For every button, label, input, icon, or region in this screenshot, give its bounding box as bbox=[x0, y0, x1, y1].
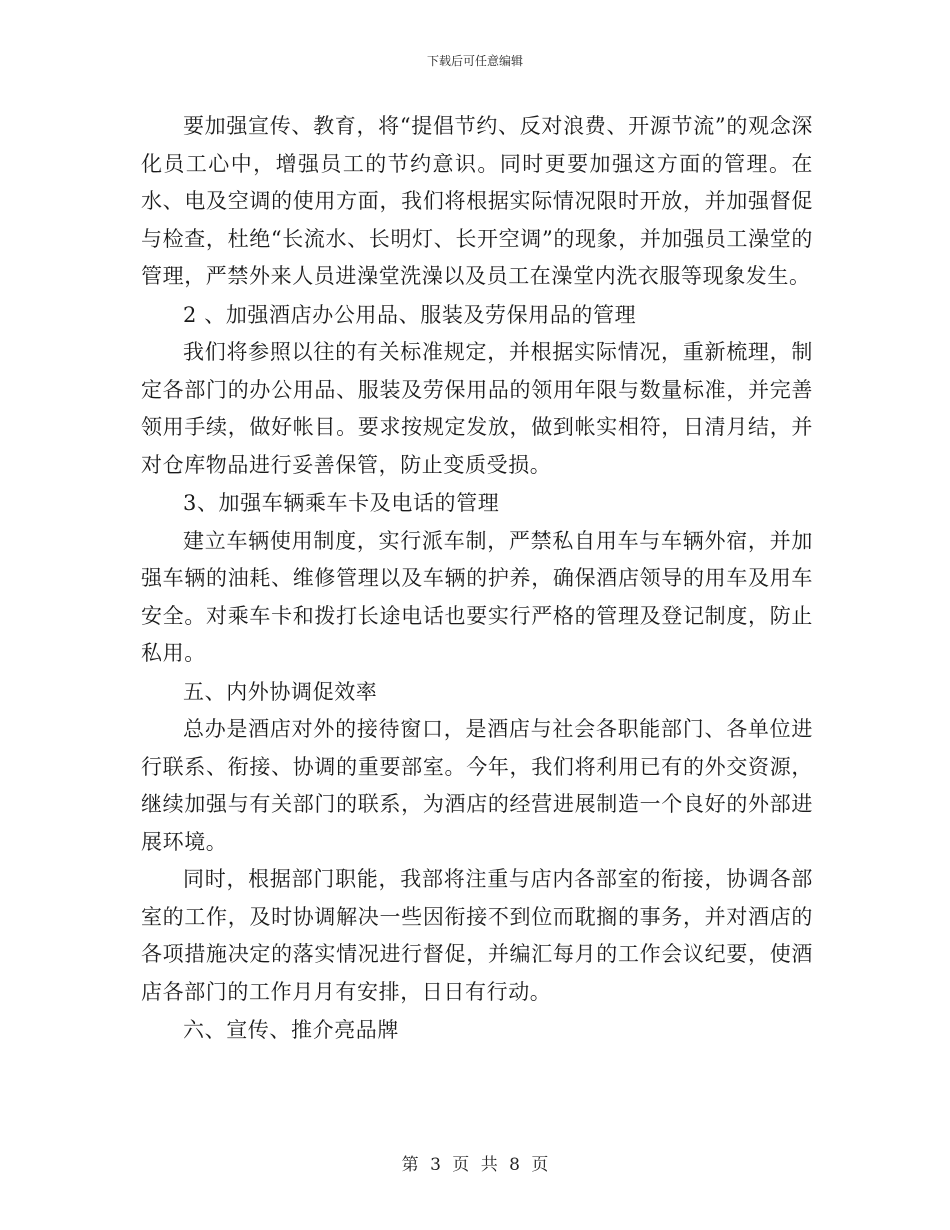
page-header-note: 下载后可任意编辑 bbox=[426, 54, 523, 68]
paragraph-conservation: 要加强宣传、教育，将“提倡节约、反对浪费、开源节流”的观念深化员工心中，增强员工的节约意识。同时更要加强这方面的管理。在水、电及空调的使用方面，我们将根据实际情况限时开放，并加强督促与检查，杜绝“长流水、长明灯、长开空调”的现象，并加强员工澡堂的管理，严禁外来人员进澡堂洗澡以及员工在澡堂内洗衣服等现象发生。 bbox=[141, 114, 813, 288]
paragraph-external-coordination: 总办是酒店对外的接待窗口，是酒店与社会各职能部门、各单位进行联系、衔接、协调的重要部室。今年，我们将利用已有的外交资源，继续加强与有关部门的联系，为酒店的经营进展制造一个良好的外部进展环境。 bbox=[141, 717, 813, 854]
paragraph-vehicles: 建立车辆使用制度，实行派车制，严禁私自用车与车辆外宿，并加强车辆的油耗、维修管理以及车辆的护养，确保酒店领导的用车及用车安全。对乘车卡和拨打长途电话也要实行严格的管理及登记制度，防止私用。 bbox=[141, 528, 813, 665]
section-heading-vehicles: 3、加强车辆乘车卡及电话的管理 bbox=[183, 491, 500, 515]
paragraph-office-supplies: 我们将参照以往的有关标准规定，并根据实际情况，重新梳理，制定各部门的办公用品、服装及劳保用品的领用年限与数量标准，并完善领用手续，做好帐目。要求按规定发放，做到帐实相符，日清月结，并对仓库物品进行妥善保管，防止变质受损。 bbox=[141, 340, 813, 477]
section-heading-coordination: 五、内外协调促效率 bbox=[183, 679, 378, 704]
page-footer-number: 第 3 页 共 8 页 bbox=[401, 1155, 549, 1175]
section-heading-branding: 六、宣传、推介亮品牌 bbox=[183, 1018, 399, 1042]
section-heading-office-supplies: 2 、加强酒店办公用品、服装及劳保用品的管理 bbox=[183, 302, 637, 327]
document-body bbox=[141, 108, 813, 1050]
paragraph-internal-coordination: 同时，根据部门职能，我部将注重与店内各部室的衔接，协调各部室的工作，及时协调解决一些因衔接不到位而耽搁的事务，并对酒店的各项措施决定的落实情况进行督促，并编汇每月的工作会议纪要，使酒店各部门的工作月月有安排，日日有行动。 bbox=[141, 867, 813, 1004]
